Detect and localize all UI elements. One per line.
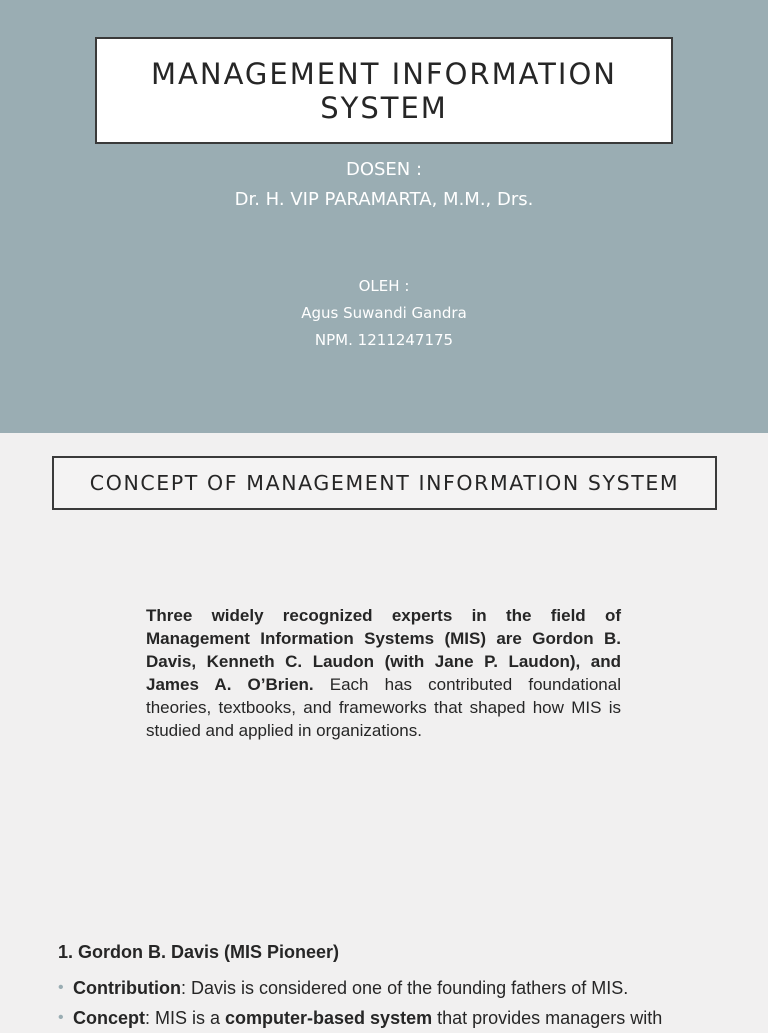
slide-title: MANAGEMENT INFORMATION SYSTEM bbox=[151, 56, 617, 125]
concept-title-box bbox=[52, 456, 717, 510]
concept-title: CONCEPT OF MANAGEMENT INFORMATION SYSTEM bbox=[89, 471, 680, 495]
bullet-text: : Davis is considered one of the founding fathers of MIS. bbox=[180, 978, 629, 998]
bullet-marker-icon: • bbox=[58, 979, 64, 996]
bullet-item-concept bbox=[58, 1003, 758, 1033]
dosen-name: Dr. H. VIP PARAMARTA, M.M., Drs. bbox=[234, 189, 534, 210]
bullet-list bbox=[58, 973, 758, 1033]
section-heading: 1. Gordon B. Davis (MIS Pioneer) bbox=[58, 942, 340, 962]
title-box bbox=[95, 37, 673, 144]
intro-text: Each has contributed foundational theories, textbooks, and frameworks that shaped how MIS is studied and applied in organizations. bbox=[146, 675, 621, 740]
bullet-text: : MIS is a bbox=[145, 1008, 226, 1028]
bullet-item-contribution bbox=[58, 973, 758, 1003]
oleh-label: OLEH : bbox=[358, 277, 410, 295]
intro-bold-text: Three widely recognized experts in the field of Management Information Systems (MIS) are Gordon B. Davis, Kenneth C. Laudon (with Jane P. Laudon), and James A. O’Brien. bbox=[146, 606, 621, 694]
bullet-term: Contribution bbox=[73, 978, 181, 998]
bullet-term-2: computer-based system bbox=[225, 1008, 433, 1028]
bullet-term: Concept bbox=[73, 1008, 145, 1028]
author-block bbox=[0, 273, 768, 354]
bullet-marker-icon: • bbox=[58, 1009, 64, 1026]
concept-slide bbox=[0, 433, 768, 1028]
student-name: Agus Suwandi Gandra bbox=[301, 304, 467, 322]
lecturer-block bbox=[0, 155, 768, 215]
title-slide bbox=[0, 0, 768, 433]
dosen-label: DOSEN : bbox=[345, 159, 423, 180]
student-npm: NPM. 1211247175 bbox=[314, 331, 454, 349]
bullet-text-2: that provides managers with bbox=[432, 1008, 663, 1028]
intro-paragraph bbox=[146, 604, 621, 742]
